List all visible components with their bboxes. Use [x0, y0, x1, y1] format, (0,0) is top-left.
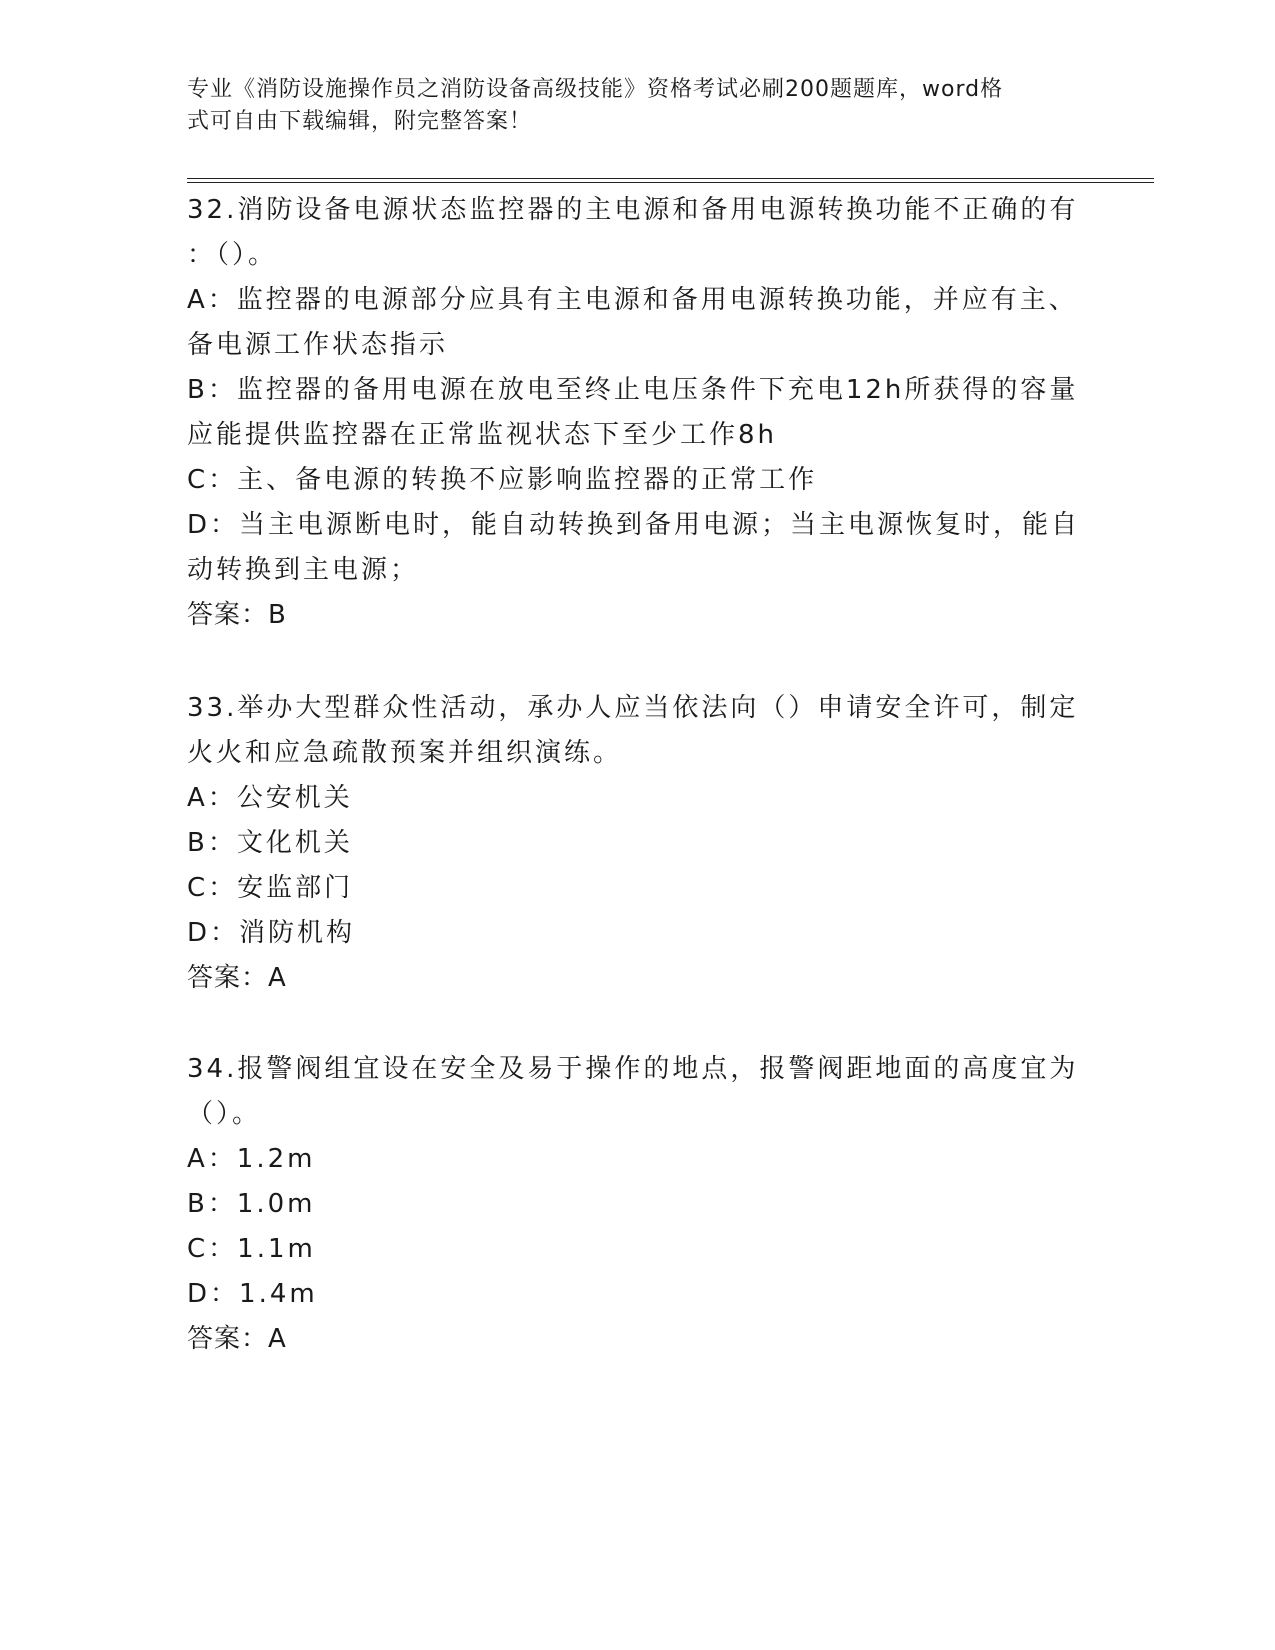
question-text-line: （）。: [187, 1099, 262, 1129]
option-a-line: A：监控器的电源部分应具有主电源和备用电源转换功能，并应有主、: [187, 285, 1078, 315]
question-33: [187, 686, 1087, 1001]
option-b-line: B：监控器的备用电源在放电至终止电压条件下充电12h所获得的容量: [187, 375, 1079, 405]
question-text-line: 32.消防设备电源状态监控器的主电源和备用电源转换功能不正确的有: [187, 195, 1079, 225]
question-34: [187, 1047, 1087, 1362]
option-c-line: C：安监部门: [187, 873, 354, 903]
option-d-line: D：1.4m: [187, 1279, 318, 1309]
option-d-line: 动转换到主电源；: [187, 555, 420, 585]
question-text-line: ：（）。: [187, 240, 278, 270]
question-32: [187, 188, 1087, 638]
question-text-line: 33.举办大型群众性活动，承办人应当依法向（）申请安全许可，制定: [187, 693, 1079, 723]
option-b-line: B：文化机关: [187, 828, 353, 858]
header-divider-top: [187, 178, 1154, 179]
option-d-line: D：当主电源断电时，能自动转换到备用电源；当主电源恢复时，能自: [187, 510, 1081, 540]
answer-label: 答案：B: [187, 600, 287, 630]
option-b-line: B：1.0m: [187, 1189, 316, 1219]
option-c-line: C：主、备电源的转换不应影响监控器的正常工作: [187, 465, 818, 495]
option-a-line: A：1.2m: [187, 1144, 316, 1174]
answer-label: 答案：A: [187, 1324, 287, 1354]
document-header: [187, 74, 1067, 138]
option-d-line: D：消防机构: [187, 918, 356, 948]
header-line-2: 式可自由下载编辑，附完整答案！: [187, 109, 533, 134]
option-b-line: 应能提供监控器在正常监视状态下至少工作8h: [187, 420, 778, 450]
header-divider-bottom: [187, 182, 1154, 183]
answer-label: 答案：A: [187, 963, 287, 993]
option-a-line: 备电源工作状态指示: [187, 330, 449, 360]
question-text-line: 34.报警阀组宜设在安全及易于操作的地点，报警阀距地面的高度宜为: [187, 1054, 1079, 1084]
option-c-line: C：1.1m: [187, 1234, 316, 1264]
header-line-1: 专业《消防设施操作员之消防设备高级技能》资格考试必刷200题题库，word格: [187, 77, 1004, 102]
question-text-line: 火火和应急疏散预案并组织演练。: [187, 738, 623, 768]
option-a-line: A：公安机关: [187, 783, 353, 813]
